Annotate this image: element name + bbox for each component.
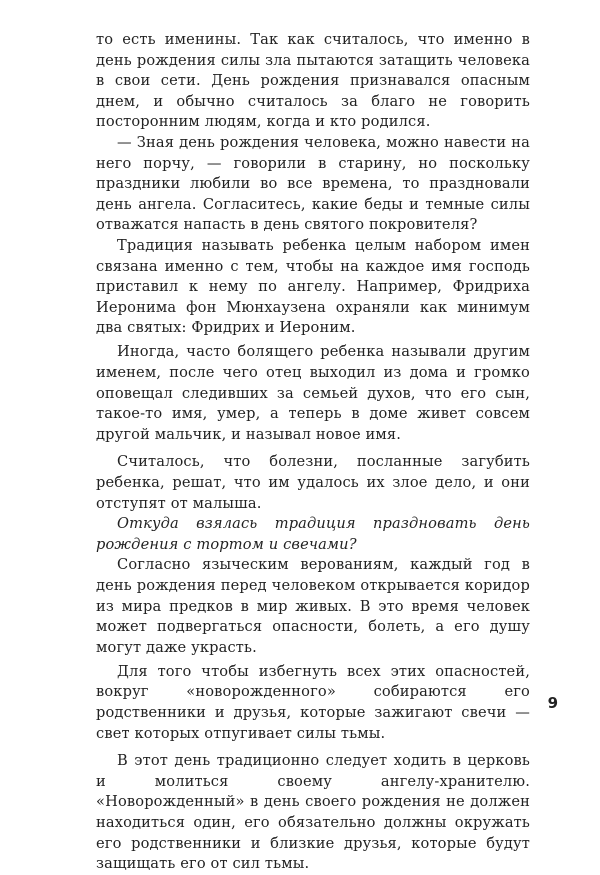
paragraph-1: то есть именины. Так как считалось, что именно в день рождения силы зла пытаются затащить человека в свои сети. День рождения признавался опасным днем, и обычно считалось за благо не говорить посторонним людям, когда и кто родился.	[96, 31, 530, 131]
paragraph-3: Традиция называть ребенка целым набором имен связана именно с тем, чтобы на каждое имя господь приставил к нему по ангелу. Например, Фридриха Иеронима фон Мюнхаузена охраняли как минимум два святых: Фридрих и Иероним.	[96, 236, 530, 337]
paragraph-7: Для того чтобы избегнуть всех этих опасностей, вокруг «новорожденного» собираются его родственники и друзья, которые зажигают свечи — свет которых отпугивает силы тьмы.	[96, 662, 530, 742]
page-number: 9	[547, 694, 558, 712]
paragraph-5: Считалось, что болезни, посланные загубить ребенка, решат, что им удалось их злое дело, и они отступят от малыша.	[96, 453, 530, 512]
body-text	[96, 30, 530, 875]
paragraph-2: — Зная день рождения человека, можно навести на него порчу, — говорили в старину, но поскольку праздники любили во все времена, то праздновали день ангела. Согласитесь, какие беды и темные силы отважатся напасть в день святого покровителя?	[96, 133, 530, 234]
paragraph-6: Согласно языческим верованиям, каждый год в день рождения перед человеком открывается коридор из мира предков в мир живых. В это время человек может подвергаться опасности, болеть, а его душу могут даже украсть.	[96, 556, 530, 656]
section-question: Откуда взялась традиция праздновать день рождения с тортом и свечами?	[96, 515, 530, 553]
paragraph-8: В этот день традиционно следует ходить в церковь и молиться своему ангелу-хранителю. «Новорожденный» в день своего рождения не должен находиться один, его обязательно должны окружать его родственники и близкие друзья, которые будут защищать его от сил тьмы.	[96, 752, 530, 873]
paragraph-4: Иногда, часто болящего ребенка называли другим именем, после чего отец выходил из дома и громко оповещал следивших за семьей духов, что его сын, такое-то имя, умер, а теперь в доме живет совсем другой мальчик, и называл новое имя.	[96, 343, 530, 443]
